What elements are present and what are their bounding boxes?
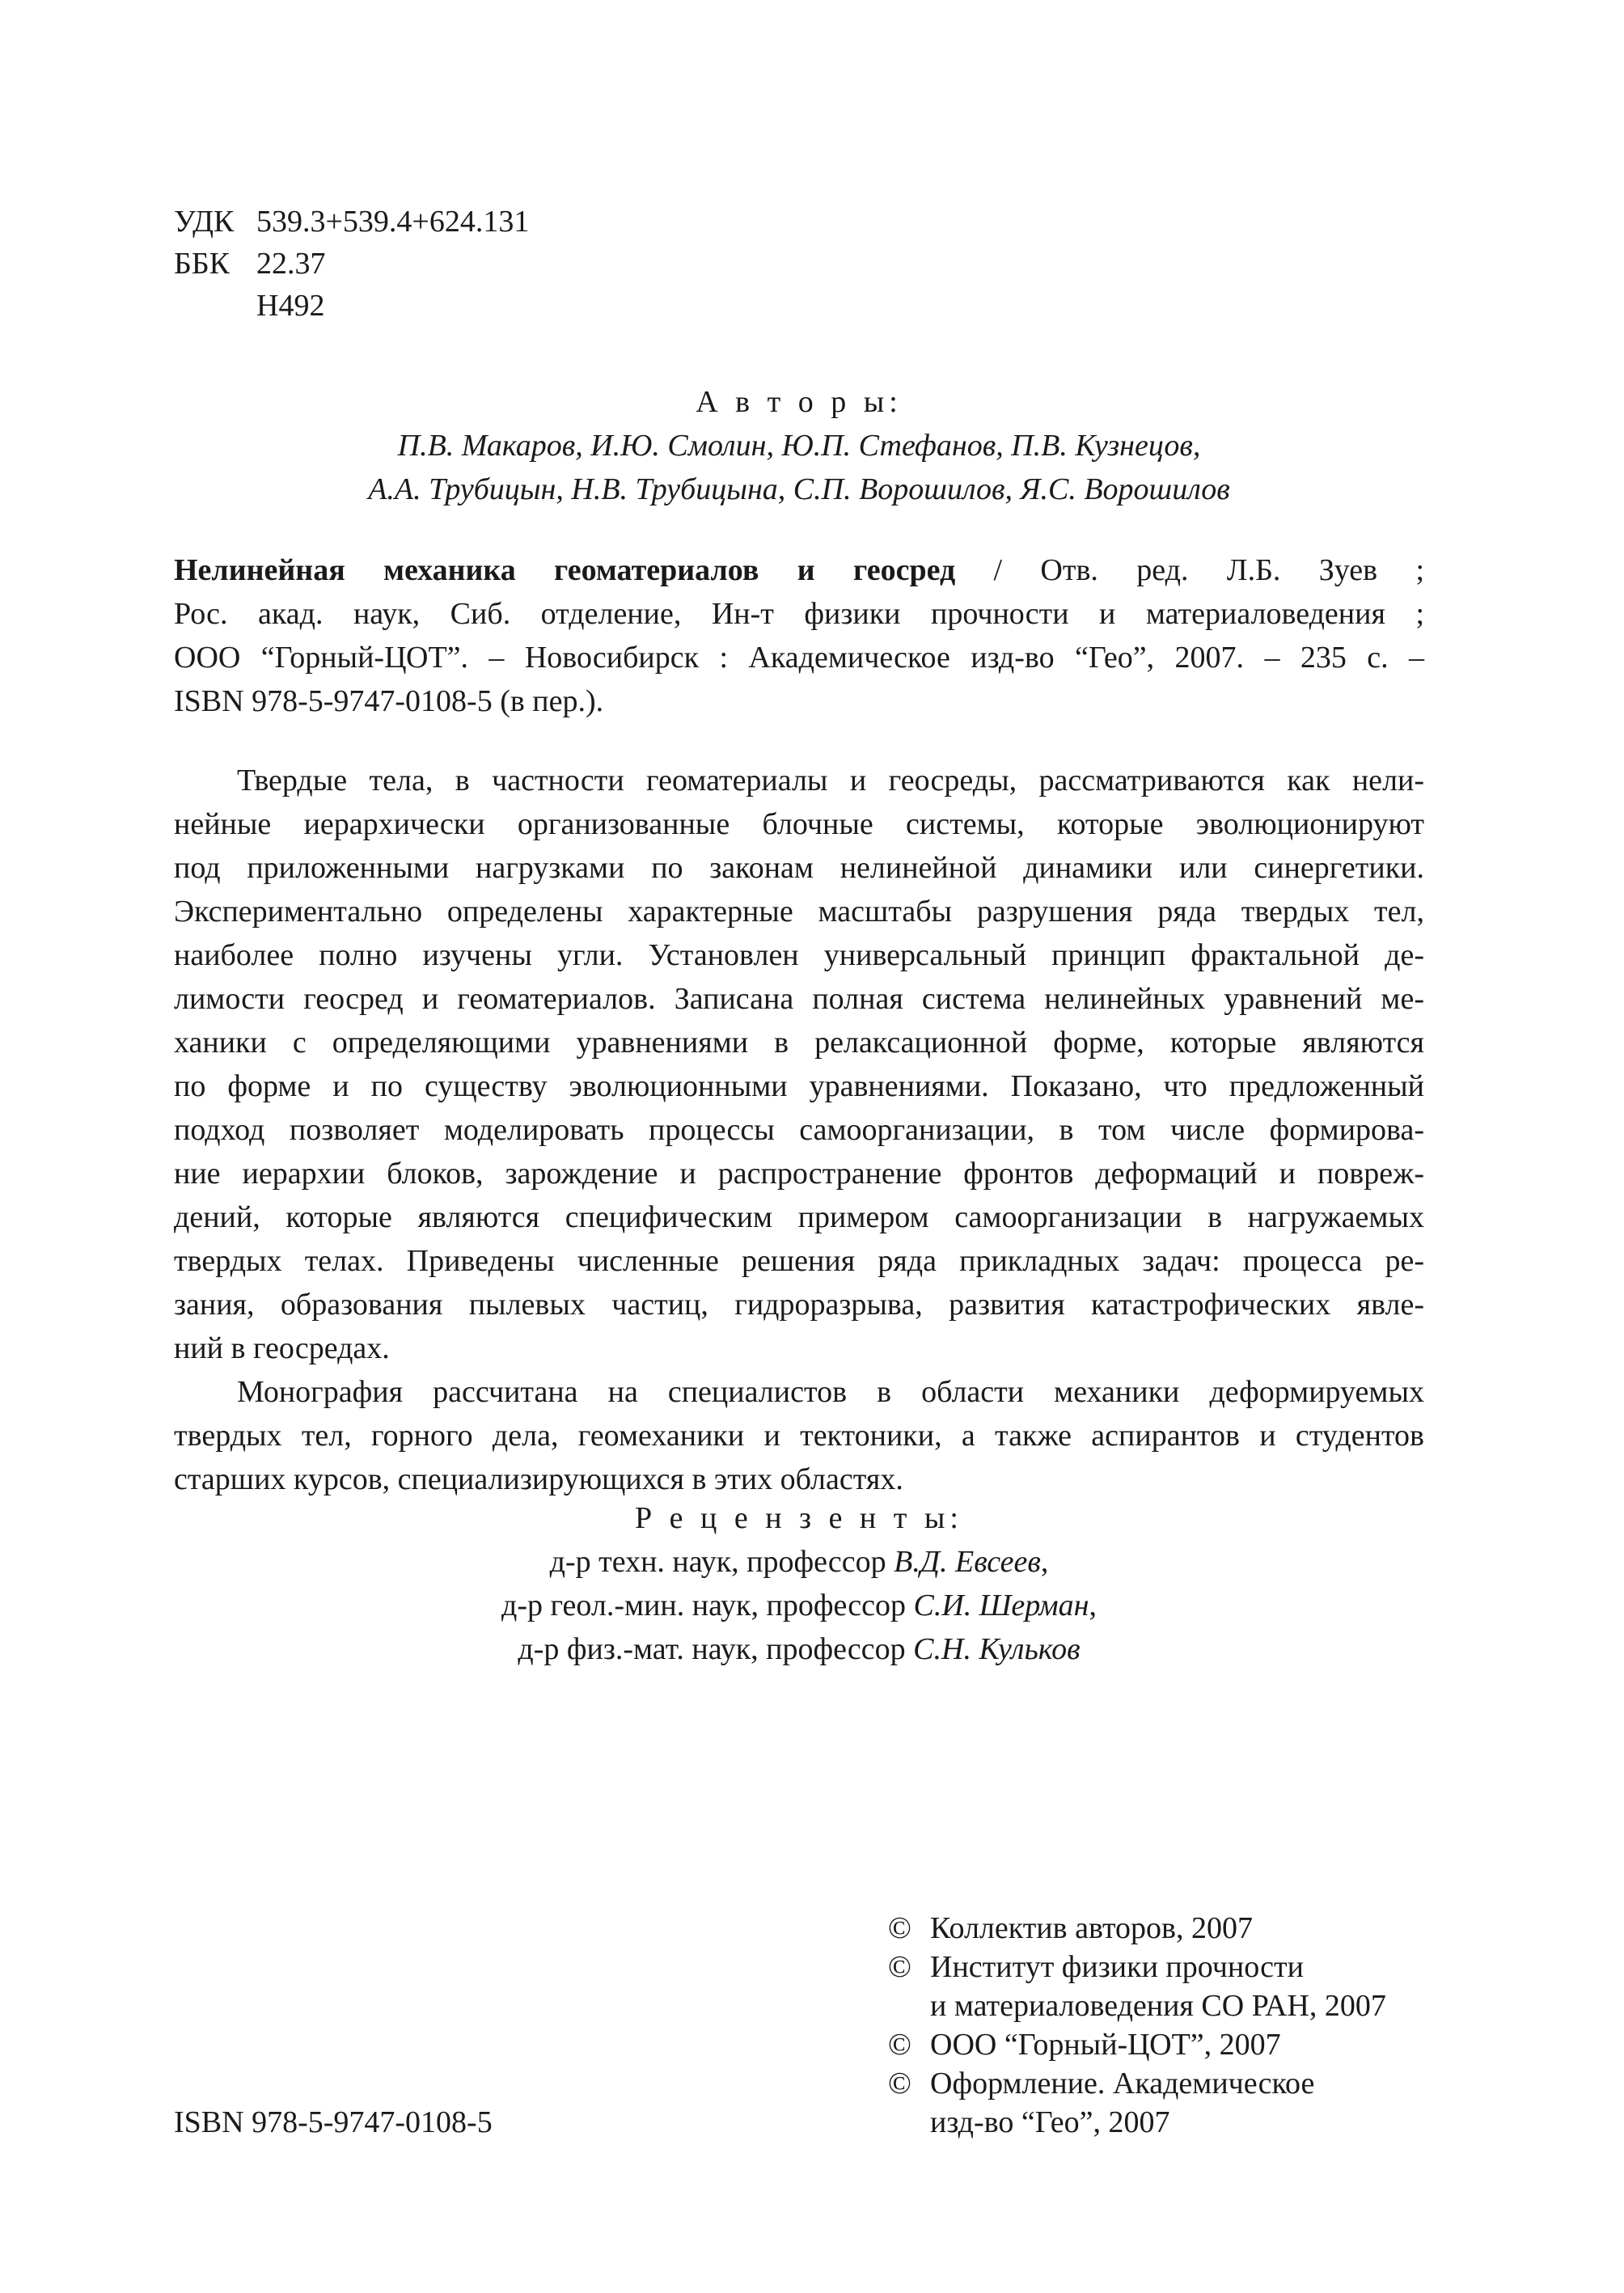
authors-block (174, 380, 1424, 511)
abstract-line: по форме и по существу эволюционными уравнениями. Показано, что предложенный (174, 1069, 1424, 1103)
udk-value: 539.3+539.4+624.131 (256, 205, 530, 239)
copyright-item-2: © Институт физики прочности и материаловедения СО РАН, 2007 (888, 1948, 1386, 2025)
biblio-line-3: ООО “Горный-ЦОТ”. – Новосибирск : Академическое изд-во “Гео”, 2007. – 235 с. – (174, 641, 1424, 675)
author-mark-row (174, 285, 529, 327)
bbk-label: ББК (174, 247, 230, 281)
biblio-line-2: Рос. акад. наук, Сиб. отделение, Ин-т физики прочности и материаловедения ; (174, 597, 1424, 631)
abstract-line: лимости геосред и геоматериалов. Записана полная система нелинейных уравнений ме- (174, 982, 1424, 1016)
reviewer-1-name: В.Д. Евсеев (894, 1545, 1041, 1579)
reviewer-3: д-р физ.-мат. наук, профессор С.Н. Кульков (518, 1632, 1081, 1666)
isbn-number: ISBN 978-5-9747-0108-5 (174, 2105, 493, 2139)
authors-heading: А в т о р ы: (696, 385, 903, 419)
abstract-line: дений, которые являются специфическим примером самоорганизации в нагружаемых (174, 1200, 1424, 1234)
abstract-line: наиболее полно изучены угли. Установлен универсальный принцип фрактальной де- (174, 938, 1424, 972)
book-title: Нелинейная механика геоматериалов и геосред (174, 553, 956, 587)
abstract-line: ние иерархии блоков, зарождение и распространение фронтов деформаций и повреж- (174, 1157, 1424, 1191)
biblio-line-4: ISBN 978-5-9747-0108-5 (в пер.). (174, 684, 604, 718)
abstract-line: Твердые тела, в частности геоматериалы и геосреды, рассматриваются как нели- (237, 764, 1424, 797)
copyright-icon: © (888, 1950, 911, 1984)
abstract-line: ний в геосредах. (174, 1331, 390, 1365)
abstract-paragraph-1 (174, 759, 1424, 1370)
abstract-line: ханики с определяющими уравнениями в релаксационной форме, которые являются (174, 1026, 1424, 1060)
biblio-line-1 (174, 548, 1424, 592)
reviewer-2-name: С.И. Шерман (913, 1589, 1089, 1622)
abstract-line: старших курсов, специализирующихся в этих областях. (174, 1462, 903, 1496)
abstract-paragraph-2 (174, 1370, 1424, 1501)
reviewers-block (174, 1496, 1424, 1671)
abstract-line: Экспериментально определены характерные масштабы разрушения ряда твердых тел, (174, 895, 1424, 929)
authors-line-1: П.В. Макаров, И.Ю. Смолин, Ю.П. Стефанов, П.В. Кузнецов, (397, 429, 1201, 463)
abstract-line: твердых тел, горного дела, геомеханики и тектоники, а также аспирантов и студентов (174, 1419, 1424, 1453)
abstract-line: под приложенными нагрузками по законам нелинейной динамики или синергетики. (174, 851, 1424, 885)
copyright-icon: © (888, 2028, 911, 2062)
copyright-item-1: © Коллектив авторов, 2007 (888, 1909, 1386, 1948)
udk-label: УДК (174, 205, 235, 239)
abstract-line: Монография рассчитана на специалистов в области механики деформируемых (237, 1375, 1424, 1409)
copyright-item-3: © ООО “Горный-ЦОТ”, 2007 (888, 2025, 1386, 2064)
classification-codes (174, 201, 529, 327)
bibliographic-description (174, 548, 1424, 723)
abstract-line: нейные иерархически организованные блочные системы, которые эволюционируют (174, 807, 1424, 841)
copyright-icon: © (888, 2067, 911, 2101)
abstract-line: подход позволяет моделировать процессы самоорганизации, в том числе формирова- (174, 1113, 1424, 1147)
author-mark: Н492 (256, 289, 325, 323)
udk-row (174, 201, 529, 243)
reviewer-1: д-р техн. наук, профессор В.Д. Евсеев, (549, 1545, 1049, 1579)
bbk-row (174, 243, 529, 285)
bbk-value: 22.37 (256, 247, 326, 281)
authors-line-2: А.А. Трубицын, Н.В. Трубицына, С.П. Ворошилов, Я.С. Ворошилов (368, 472, 1230, 506)
copyright-icon: © (888, 1911, 911, 1945)
abstract-line: зания, образования пылевых частиц, гидроразрыва, развития катастрофических явле- (174, 1288, 1424, 1322)
copyright-block (888, 1909, 1386, 2142)
abstract-line: твердых телах. Приведены численные решения ряда прикладных задач: процесса ре- (174, 1244, 1424, 1278)
reviewer-3-name: С.Н. Кульков (913, 1632, 1081, 1666)
copyright-item-4: © Оформление. Академическое изд-во “Гео”, 2007 (888, 2064, 1386, 2142)
abstract (174, 759, 1424, 1501)
biblio-editor: / Отв. ред. Л.Б. Зуев ; (955, 553, 1424, 587)
reviewer-2: д-р геол.-мин. наук, профессор С.И. Шерман, (501, 1589, 1097, 1622)
reviewers-heading: Р е ц е н з е н т ы: (635, 1501, 963, 1535)
